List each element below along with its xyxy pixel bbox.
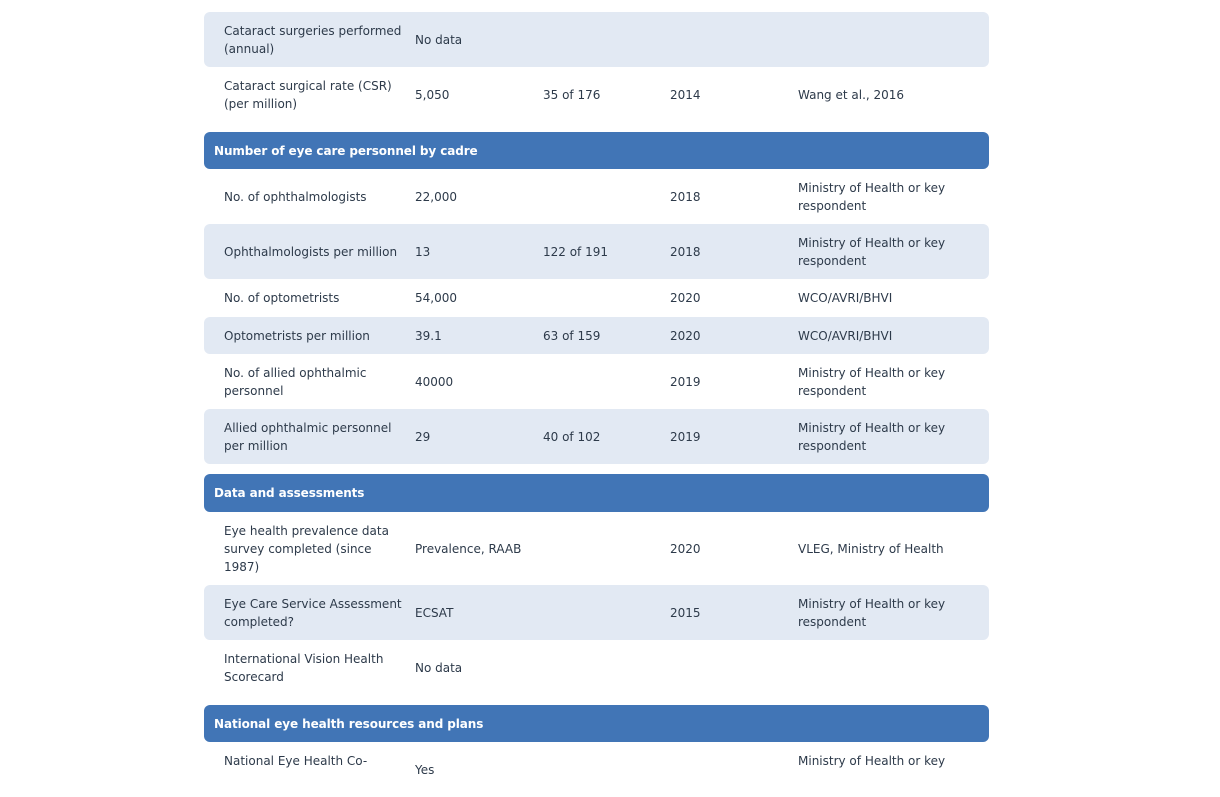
row-rank [543,585,663,640]
row-source: Ministry of Health or key respondent [798,180,946,213]
row-source [798,640,968,695]
row-value: 39.1 [415,328,442,343]
row-rank: 35 of 176 [543,87,601,102]
table-row [204,742,989,797]
row-year [670,640,780,695]
row-label: International Vision Health Scorecard [224,651,384,684]
row-source: Ministry of Health or key [798,754,946,768]
row-value: 22,000 [415,189,457,204]
row-label: Eye health prevalence data survey completed (since 1987) [224,523,389,574]
row-year: 2019 [670,429,701,444]
row-value: No data [415,660,463,675]
row-year: 2018 [670,244,701,259]
row-label: Allied ophthalmic personnel per million [224,420,392,453]
table-row [204,224,989,279]
row-label: Optometrists per million [224,328,370,343]
row-value: 54,000 [415,291,457,305]
table-row [204,585,989,640]
row-label: Ophthalmologists per million [224,244,398,259]
row-value: 5,050 [415,87,450,102]
table-row [204,279,989,317]
row-year: 2019 [670,374,701,389]
row-rank [543,279,663,317]
table-row [204,317,989,354]
row-year: 2020 [670,328,701,343]
row-rank: 122 of 191 [543,244,609,259]
row-rank: 63 of 159 [543,328,601,343]
row-rank [543,169,663,224]
row-source: Ministry of Health or key respondent [798,365,946,398]
row-rank [543,12,663,67]
row-value: 29 [415,429,431,444]
row-source: Ministry of Health or key respondent [798,235,946,268]
row-value: Yes [415,763,435,777]
row-label: No. of optometrists [224,291,340,305]
row-label: No. of allied ophthalmic personnel [224,365,367,398]
table-row [204,512,989,585]
table-row [204,354,989,409]
row-year: 2018 [670,189,701,204]
row-source: VLEG, Ministry of Health [798,541,944,556]
row-source [798,12,968,67]
row-rank [543,640,663,695]
row-label: Cataract surgical rate (CSR) (per million) [224,78,392,111]
row-value: No data [415,32,463,47]
row-year: 2014 [670,87,701,102]
row-label: No. of ophthalmologists [224,189,367,204]
table-row [204,12,989,67]
row-value: 13 [415,244,431,259]
table-row [204,640,989,695]
row-label: Cataract surgeries performed (annual) [224,23,402,56]
row-rank [543,354,663,409]
table-row [204,67,989,122]
section-header-personnel: Number of eye care personnel by cadre [204,132,989,169]
row-label: National Eye Health Co- [224,754,368,768]
row-year: 2015 [670,605,701,620]
row-year [670,742,780,797]
row-year: 2020 [670,541,701,556]
table-row [204,169,989,224]
row-value: ECSAT [415,605,454,620]
row-year: 2020 [670,291,701,305]
row-source: WCO/AVRI/BHVI [798,328,893,343]
row-rank [543,512,663,585]
row-source: Ministry of Health or key respondent [798,596,946,629]
row-value: 40000 [415,374,454,389]
row-rank: 40 of 102 [543,429,601,444]
table-row [204,409,989,464]
row-label: Eye Care Service Assessment completed? [224,596,402,629]
row-source: Ministry of Health or key respondent [798,420,946,453]
section-header-data-assessments: Data and assessments [204,474,989,512]
row-source: Wang et al., 2016 [798,87,905,102]
row-rank [543,742,663,797]
row-year [670,12,780,67]
section-header-resources-plans: National eye health resources and plans [204,705,989,742]
row-source: WCO/AVRI/BHVI [798,291,893,305]
row-value: Prevalence, RAAB [415,541,522,556]
